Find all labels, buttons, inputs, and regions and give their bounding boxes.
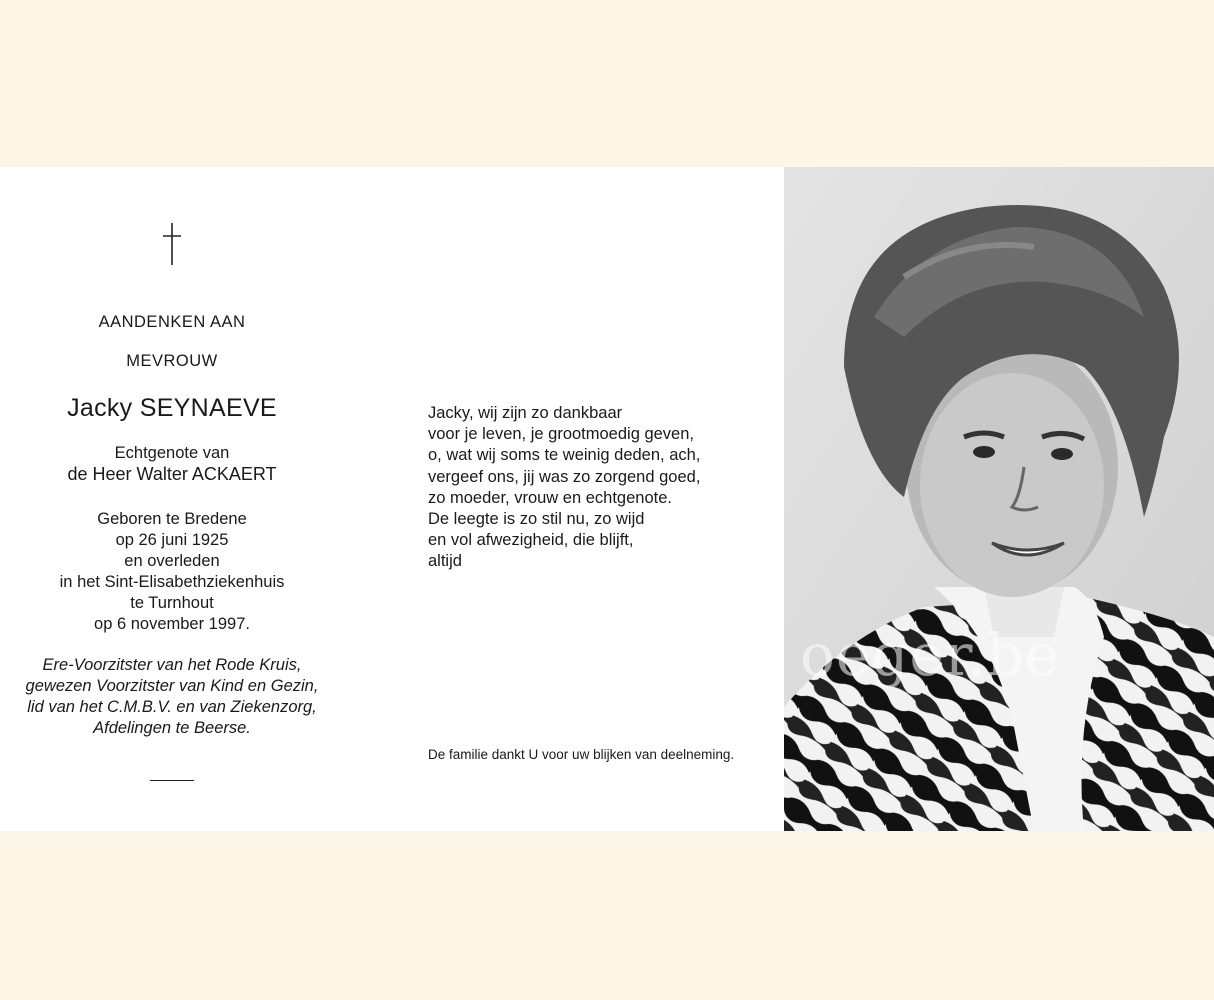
poem-line: Jacky, wij zijn zo dankbaar	[428, 404, 623, 422]
deceased-name	[0, 394, 344, 423]
portrait-photo	[784, 167, 1214, 831]
life-line: Geboren te Bredene	[97, 510, 247, 528]
divider	[150, 780, 194, 781]
role-line: Afdelingen te Beerse.	[93, 719, 251, 737]
title: MEVROUW	[126, 352, 218, 370]
cross-icon	[161, 223, 183, 265]
poem-line: voor je leven, je grootmoedig geven,	[428, 425, 694, 444]
last-name: SEYNAEVE	[139, 394, 277, 422]
spouse-label: Echtgenote van	[114, 444, 230, 462]
life-line: op 6 november 1997.	[94, 615, 250, 633]
life-line: te Turnhout	[130, 594, 214, 612]
poem-line: zo moeder, vrouw en echtgenote.	[428, 488, 672, 507]
role-line: lid van het C.M.B.V. en van Ziekenzorg,	[27, 698, 317, 716]
life-line: op 26 juni 1925	[115, 531, 229, 549]
first-name: Jacky	[67, 394, 133, 422]
poem-line: altijd	[428, 552, 462, 571]
life-line: en overleden	[124, 552, 220, 570]
thanks-note: De familie dankt U voor uw blijken van deelneming.	[428, 747, 735, 762]
poem-line: vergeef ons, jij was zo zorgend goed,	[428, 467, 701, 486]
poem-line: o, wat wij soms te weinig deden, ach,	[428, 446, 701, 465]
watermark: oeger.be	[800, 621, 1060, 689]
poem-line: De leegte is zo stil nu, zo wijd	[428, 510, 645, 529]
role-line: Ere-Voorzitster van het Rode Kruis,	[42, 656, 302, 674]
poem-line: en vol afwezigheid, die blijft,	[428, 531, 634, 550]
memorial-card	[0, 167, 1214, 831]
poem	[428, 403, 700, 573]
life-line: in het Sint-Elisabethziekenhuis	[59, 573, 285, 591]
spouse-name: de Heer Walter ACKAERT	[67, 464, 277, 484]
portrait-illustration	[784, 167, 1214, 831]
obituary-text-column	[0, 167, 344, 831]
heading: AANDENKEN AAN	[98, 313, 246, 331]
role-line: gewezen Voorzitster van Kind en Gezin,	[25, 677, 319, 695]
